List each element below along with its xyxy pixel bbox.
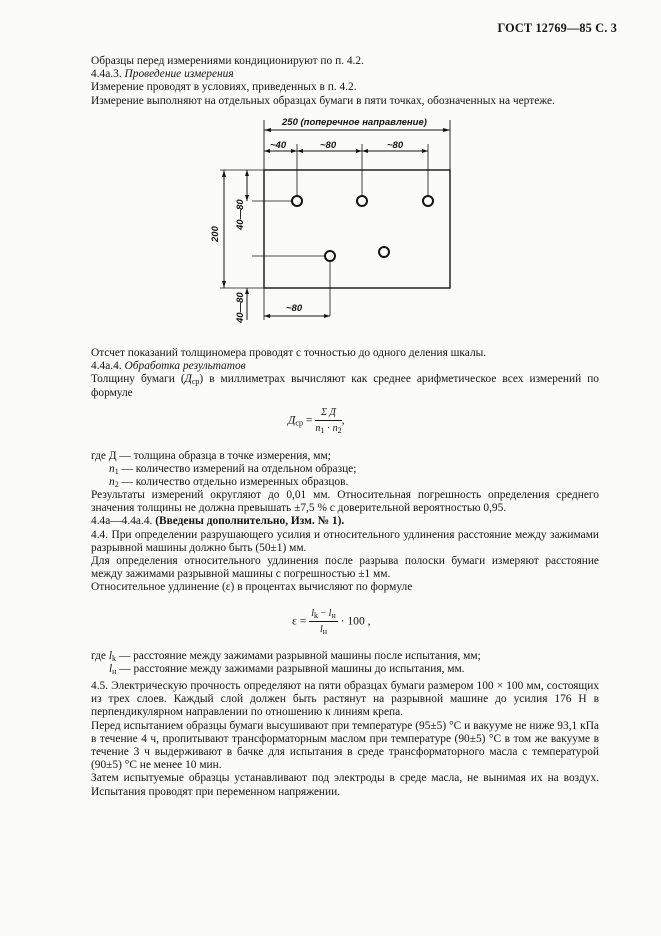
paragraph-rounding: Результаты измерений округляют до 0,01 мм. Относительная погрешность определения среднего значения толщины не должна превышать ±7,5 % с доверительной вероятностью 0,95. — [91, 489, 599, 515]
section-title: Обработка результатов — [124, 360, 246, 373]
section-number: 4.4а.3. — [91, 68, 122, 81]
intro-block — [91, 55, 599, 108]
measure-point-4 — [325, 251, 335, 261]
dim-40-80-upper-label: 40—80 — [235, 199, 246, 230]
measure-point-3 — [423, 196, 433, 206]
formula-thickness: $Д_{ср}$ = $\frac{\text{Σ Д}}{n_1 \cdot n_2}$ , — [288, 407, 345, 436]
paragraph-amendment: 4.4а—4.4а.4. (Введены дополнительно, Изм. № 1). — [91, 515, 345, 528]
measure-point-1 — [292, 196, 302, 206]
def-lk: где $l_k$ — расстояние между зажимами разрывной машины после испытания, мм; — [91, 650, 481, 663]
dim-bottom-80-label: ~80 — [286, 303, 303, 314]
section-number: 4.4а.4. — [91, 360, 122, 373]
paragraph-conditions: Измерение проводят в условиях, приведенных в п. 4.2. — [91, 81, 357, 94]
dim-40-label: ~40 — [270, 140, 287, 151]
paragraph-4-5: 4.5. Электрическую прочность определяют на пяти образцах бумаги размером 100 × 100 мм, состоящих из трех слоев. Каждый слой должен быть растянут на разрывной машине до усилия 176 Н в перпендикулярном направлении по отношению к линиям крепа. — [91, 680, 599, 719]
definitions-elongation — [91, 650, 599, 676]
dim-80a-label: ~80 — [320, 140, 337, 151]
strength-block — [91, 680, 599, 799]
paragraph-measurement-points: Измерение выполняют на отдельных образцах бумаги в пяти точках, обозначенных на чертеже. — [91, 94, 555, 107]
section-title: Проведение измерения — [124, 68, 234, 81]
sample-outline — [264, 170, 450, 288]
paragraph-elongation-formula-intro: Относительное удлинение (ε) в процентах вычисляют по формуле — [91, 581, 413, 594]
def-n1: $n_1$ — количество измерений на отдельном образце; — [109, 463, 357, 477]
definitions-thickness — [91, 450, 599, 490]
results-block — [91, 489, 599, 595]
def-ln: $l_н$ — расстояние между зажимами разрывной машины до испытания, мм. — [109, 663, 465, 677]
paragraph-conditioning: Образцы перед измерениями кондиционируют по п. 4.2. — [91, 55, 364, 67]
page-header: ГОСТ 12769—85 С. 3 — [497, 21, 617, 35]
dim-overall-label: 250 (поперечное направление) — [282, 117, 427, 128]
paragraph-4-4: 4.4. При определении разрушающего усилия и относительного удлинения расстояние между зажимами разрывной машины должно быть (50±1) мм. — [91, 528, 599, 554]
dim-40-80-lower-label: 40—80 — [235, 292, 246, 323]
paragraph-readout: Отсчет показаний толщиномера проводят с точностью до одного деления шкалы. — [91, 347, 487, 359]
def-n2: $n_2$ — количество отдельно измеренных образцов. — [109, 476, 349, 490]
paragraph-drying: Перед испытанием образцы бумаги высушивают при температуре (95±5) °С и вакууме не ниже 93,1 кПа в течение 4 ч, пропитывают трансформаторным маслом при температуре (90±5) °С в том же вакууме в течение 3 ч выдерживают в бачке для испытания в среде трансформаторного масла с температурой (90±5) °С не менее 10 мин. — [91, 719, 599, 772]
paragraph-test: Затем испытуемые образцы устанавливают под электроды в среде масла, не вынимая их на воздух. Испытания проводят при переменном напряжении. — [91, 772, 599, 798]
dim-80b-label: ~80 — [387, 140, 404, 151]
paragraph-thickness: Толщину бумаги $(Д_{ср})$ в миллиметрах вычисляют как среднее арифметическое всех измерений по формуле — [91, 373, 599, 399]
section-4-4a-3 — [91, 68, 599, 81]
paragraph-elongation-measure: Для определения относительного удлинения после разрыва полоски бумаги измеряют расстояние между зажимами разрывной машины с погрешностью ±1 мм. — [91, 555, 599, 581]
dim-200-label: 200 — [210, 226, 221, 242]
section-4-4a-4 — [91, 360, 599, 373]
processing-block — [91, 347, 599, 400]
measurement-drawing — [200, 110, 470, 325]
formula-elongation: ε = $\frac{l_k - l_н}{l_н}$ · 100 , — [292, 608, 371, 637]
def-d: где Д — толщина образца в точке измерения, мм; — [91, 450, 331, 462]
measure-point-5 — [379, 247, 389, 257]
measure-point-2 — [357, 196, 367, 206]
